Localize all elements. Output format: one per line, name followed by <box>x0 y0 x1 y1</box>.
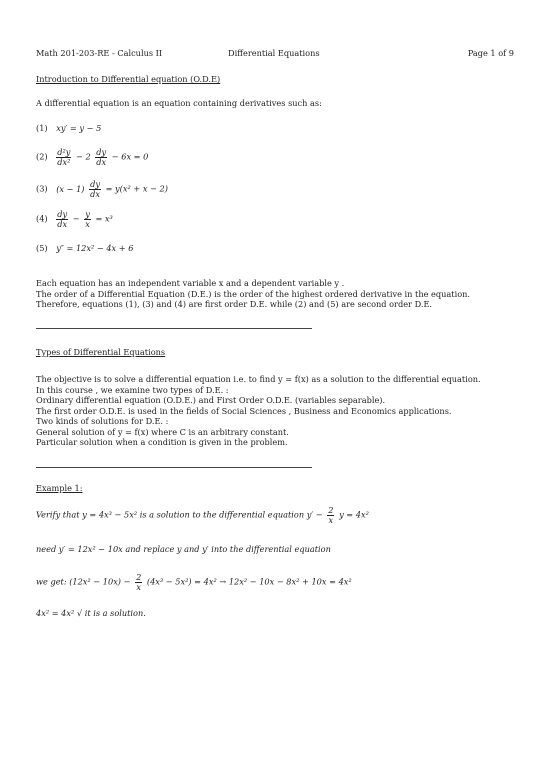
fraction-denominator: dx <box>57 219 68 229</box>
header-course: Math 201-203-RE - Calculus II <box>36 48 163 58</box>
equation-2-number: (2) <box>36 151 48 162</box>
verify-tail: y = 4x² <box>339 509 369 520</box>
equation-2-fraction-1 <box>56 148 71 167</box>
equation-2-tail: − 6x = 0 <box>111 151 149 162</box>
intro-line-classification: Therefore, equations (1), (3) and (4) are first order D.E. while (2) and (5) are second order D.E. <box>36 299 433 309</box>
fraction-numerator: dy <box>57 209 68 219</box>
types-title: Types of Differential Equations <box>36 347 166 357</box>
equation-3-prefix: (x − 1) <box>56 183 85 194</box>
types-line-particular: Particular solution when a condition is given in the problem. <box>36 437 288 447</box>
fraction-numerator: y <box>85 209 90 219</box>
fraction-numerator: dy <box>90 179 100 189</box>
types-line-fields: The first order O.D.E. is used in the fields of Social Sciences , Business and Economics applications. <box>36 405 452 416</box>
fraction-numerator: dy <box>96 147 107 157</box>
fraction-denominator: x <box>136 582 141 592</box>
equation-2 <box>36 148 148 167</box>
intro-line-variables: Each equation has an independent variable x and a dependent variable y . <box>36 278 345 288</box>
fraction-denominator: dx <box>90 189 100 199</box>
equation-5-body: y″ = 12x² − 4x + 6 <box>56 243 134 253</box>
types-paragraph <box>36 374 481 448</box>
equation-4 <box>36 210 113 229</box>
equation-3-fraction <box>89 180 101 199</box>
we-get-fraction <box>135 573 142 592</box>
we-get-text: we get: (12x² − 10x) − <box>36 576 131 587</box>
equation-1-body: xy′ = y − 5 <box>56 123 102 133</box>
types-line-course: In this course , we examine two types of D.E. : <box>36 384 229 395</box>
equation-4-fraction-1 <box>56 210 68 229</box>
fraction-numerator: 2 <box>328 505 334 515</box>
header-topic: Differential Equations <box>228 48 320 58</box>
section-divider <box>36 328 312 329</box>
equation-4-middle: − <box>72 213 80 224</box>
header-page-number: Page 1 of 9 <box>467 48 514 58</box>
equation-4-tail: = x³ <box>95 213 113 224</box>
equation-1-number: (1) <box>36 123 48 133</box>
equation-3 <box>36 180 168 199</box>
equation-4-number: (4) <box>36 213 48 224</box>
fraction-denominator: x <box>328 515 334 525</box>
example-conclusion: 4x² = 4x² √ it is a solution. <box>36 608 146 618</box>
we-get-tail: (4x³ − 5x²) = 4x² → 12x² − 10x − 8x² + 10x = 4x² <box>146 576 352 587</box>
section-divider <box>36 467 312 468</box>
intro-title: Introduction to Differential equation (O.D.E) <box>36 74 221 84</box>
example-we-get-line <box>36 573 352 592</box>
verify-text: Verify that y = 4x³ − 5x² is a solution to the differential equation y′ − <box>36 509 323 520</box>
types-line-kinds: Two kinds of solutions for D.E. : <box>36 416 169 426</box>
fraction-denominator: dx <box>96 157 107 167</box>
equation-5 <box>36 243 133 253</box>
fraction-numerator: 2 <box>136 572 142 582</box>
fraction-denominator: dx² <box>57 157 71 167</box>
equation-1 <box>36 123 101 133</box>
intro-definition: A differential equation is an equation containing derivatives such as: <box>36 98 322 108</box>
intro-line-order: The order of a Differential Equation (D.E.) is the order of the highest ordered derivative in the equation. <box>36 288 470 299</box>
equation-2-middle: − 2 <box>75 151 91 162</box>
equation-2-fraction-2 <box>95 148 107 167</box>
equation-4-fraction-2 <box>84 210 91 229</box>
types-line-objective: The objective is to solve a differential equation i.e. to find y = f(x) as a solution to the differential equation. <box>36 374 481 384</box>
equation-3-number: (3) <box>36 183 48 194</box>
example-title: Example 1: <box>36 483 83 493</box>
fraction-numerator: d²y <box>57 147 71 157</box>
example-verify-line <box>36 506 369 525</box>
types-line-general: General solution of y = f(x) where C is an arbitrary constant. <box>36 426 289 437</box>
page-header <box>36 48 514 60</box>
example-need-line: need y′ = 12x² − 10x and replace y and y′ into the differential equation <box>36 544 331 554</box>
fraction-denominator: x <box>85 219 90 229</box>
intro-paragraph <box>36 278 470 310</box>
types-line-ode: Ordinary differential equation (O.D.E.) and First Order O.D.E. (variables separable). <box>36 395 386 405</box>
verify-fraction <box>327 506 334 525</box>
equation-3-tail: = y(x² + x − 2) <box>105 183 168 194</box>
equation-5-number: (5) <box>36 243 48 253</box>
